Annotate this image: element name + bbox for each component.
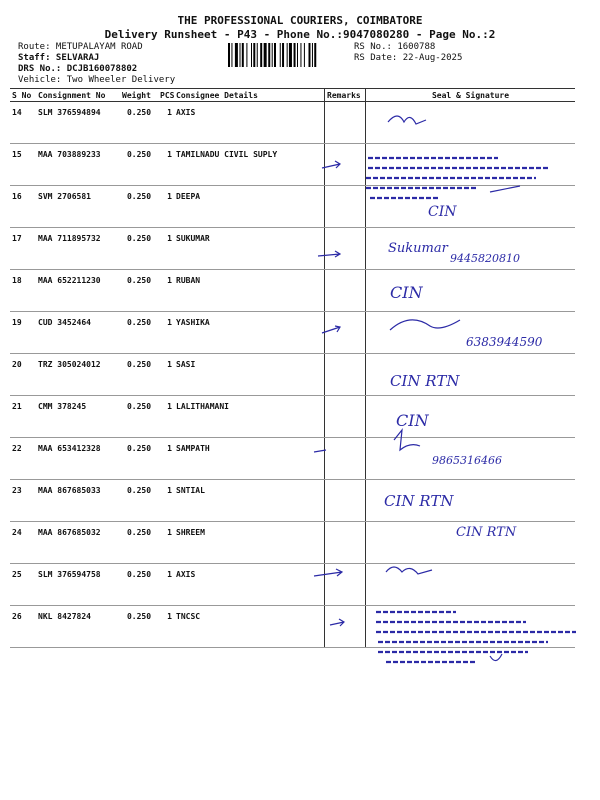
row-pcs: 1 — [158, 522, 174, 564]
header-consignee: Consignee Details — [174, 89, 325, 102]
row-sno: 23 — [10, 480, 36, 522]
row-signature — [366, 270, 576, 312]
cin-mark: CIN — [390, 283, 423, 302]
row-signature — [366, 480, 576, 522]
row-consignment: MAA 867685033 — [36, 480, 120, 522]
row-signature — [366, 522, 576, 564]
barcode-bar — [297, 43, 298, 67]
row-sno: 17 — [10, 228, 36, 270]
row-weight: 0.250 — [120, 186, 158, 228]
row-consignment: CUD 3452464 — [36, 312, 120, 354]
sampath-phone: 9865316466 — [432, 454, 502, 467]
row-weight: 0.250 — [120, 270, 158, 312]
row-weight: 0.250 — [120, 354, 158, 396]
row-signature — [366, 228, 576, 270]
barcode-bar — [309, 43, 311, 67]
table-row — [10, 270, 575, 312]
vehicle-label: Vehicle: Two Wheeler Delivery — [18, 75, 176, 85]
row-sno: 21 — [10, 396, 36, 438]
row-consignment: MAA 653412328 — [36, 438, 120, 480]
rs-meta — [354, 42, 462, 64]
route-label: Route: METUPALAYAM ROAD — [18, 42, 143, 52]
header-sno: S No — [10, 89, 36, 102]
row-remarks — [325, 354, 366, 396]
row-consignment: MAA 703889233 — [36, 144, 120, 186]
barcode-bar — [304, 43, 305, 67]
row-pcs: 1 — [158, 270, 174, 312]
row-signature — [366, 102, 576, 144]
row-weight: 0.250 — [120, 144, 158, 186]
header-pcs: PCS — [160, 90, 175, 100]
row-consignee: SASI — [174, 354, 325, 396]
row-consignee: TNCSC — [174, 606, 325, 648]
row-pcs: 1 — [158, 228, 174, 270]
row-weight: 0.250 — [120, 102, 158, 144]
row-consignment: SLM 376594758 — [36, 564, 120, 606]
row-remarks — [325, 144, 366, 186]
row-sno: 15 — [10, 144, 36, 186]
row-weight: 0.250 — [120, 312, 158, 354]
row-remarks — [325, 270, 366, 312]
barcode-bar — [264, 43, 267, 67]
row-consignee: TAMILNADU CIVIL SUPLY — [174, 144, 325, 186]
row-sno: 20 — [10, 354, 36, 396]
row-pcs: 1 — [158, 396, 174, 438]
barcode-bar — [294, 43, 296, 67]
table-row — [10, 438, 575, 480]
table-body — [10, 102, 575, 648]
barcode-bar — [228, 43, 230, 67]
row-weight: 0.250 — [120, 228, 158, 270]
row-consignment: MAA 652211230 — [36, 270, 120, 312]
barcode-bar — [314, 43, 316, 67]
barcode-bar — [272, 43, 273, 67]
row-pcs: 1 — [158, 354, 174, 396]
rs-number: RS No.: 1600788 — [354, 42, 436, 52]
row-consignment: TRZ 305024012 — [36, 354, 120, 396]
barcode-bar — [268, 43, 270, 67]
row-signature — [366, 186, 576, 228]
runsheet-table — [10, 88, 575, 648]
table-row — [10, 102, 575, 144]
cin-mark: CIN — [396, 411, 429, 430]
cin-mark: CIN — [428, 204, 457, 220]
row-pcs: 1 — [158, 102, 174, 144]
row-consignment: MAA 711895732 — [36, 228, 120, 270]
barcode-bar — [253, 43, 255, 67]
barcode-bar — [231, 43, 232, 67]
header-remarks: Remarks — [325, 89, 366, 102]
row-sno: 19 — [10, 312, 36, 354]
row-consignee: SNTIAL — [174, 480, 325, 522]
cin-rtn-mark: CIN RTN — [384, 492, 454, 510]
row-sno: 26 — [10, 606, 36, 648]
header-signature: Seal & Signature — [366, 89, 576, 102]
row-pcs: 1 — [158, 564, 174, 606]
barcode-bar — [274, 43, 276, 67]
cin-rtn-mark: CIN RTN — [456, 525, 517, 540]
row-signature — [366, 144, 576, 186]
table-row — [10, 354, 575, 396]
row-weight: 0.250 — [120, 438, 158, 480]
row-sno: 22 — [10, 438, 36, 480]
table-row — [10, 396, 575, 438]
table-row — [10, 480, 575, 522]
row-weight: 0.250 — [120, 564, 158, 606]
row-remarks — [325, 312, 366, 354]
row-consignment: SVM 2706581 — [36, 186, 120, 228]
row-sno: 16 — [10, 186, 36, 228]
barcode-bar — [242, 43, 244, 67]
table-row — [10, 144, 575, 186]
row-consignee: SHREEM — [174, 522, 325, 564]
row-weight: 0.250 — [120, 522, 158, 564]
table-row — [10, 228, 575, 270]
table-header-row — [10, 89, 575, 102]
row-sno: 25 — [10, 564, 36, 606]
row-consignee: AXIS — [174, 102, 325, 144]
barcode — [228, 43, 350, 67]
row-weight: 0.250 — [120, 396, 158, 438]
row-sno: 18 — [10, 270, 36, 312]
row-remarks — [325, 564, 366, 606]
barcode-bar — [289, 43, 292, 67]
row-consignee: AXIS — [174, 564, 325, 606]
barcode-bar — [282, 43, 284, 67]
row-pcs: 1 — [158, 186, 174, 228]
document-title: THE PROFESSIONAL COURIERS, COIMBATORE — [177, 14, 423, 27]
row-signature — [366, 354, 576, 396]
rs-date: RS Date: 22-Aug-2025 — [354, 53, 463, 63]
row-weight: 0.250 — [120, 606, 158, 648]
barcode-bar — [300, 43, 301, 67]
barcode-bar — [240, 43, 241, 67]
barcode-bar — [251, 43, 252, 67]
row-pcs: 1 — [158, 312, 174, 354]
row-remarks — [325, 606, 366, 648]
row-remarks — [325, 438, 366, 480]
header-weight: Weight — [120, 89, 158, 102]
row-consignee: DEEPA — [174, 186, 325, 228]
row-pcs: 1 — [158, 144, 174, 186]
barcode-bar — [312, 43, 313, 67]
row-signature — [366, 312, 576, 354]
barcode-bar — [235, 43, 238, 67]
staff-label: Staff: SELVARAJ — [18, 53, 100, 63]
barcode-bar — [246, 43, 247, 67]
row-consignee: RUBAN — [174, 270, 325, 312]
row-signature — [366, 396, 576, 438]
header-consignment: Consignment No — [36, 89, 120, 102]
table-row — [10, 312, 575, 354]
signature-scribble — [490, 654, 502, 661]
row-remarks — [325, 480, 366, 522]
drs-label: DRS No.: DCJB160078802 — [18, 64, 138, 74]
barcode-bar — [287, 43, 288, 67]
row-weight: 0.250 — [120, 480, 158, 522]
row-consignment: CMM 378245 — [36, 396, 120, 438]
row-pcs: 1 — [158, 606, 174, 648]
yashika-phone: 6383944590 — [466, 335, 543, 349]
runsheet-subtitle: Delivery Runsheet - P43 - Phone No.:9047080280 - Page No.:2 — [104, 28, 496, 41]
row-consignment: SLM 376594894 — [36, 102, 120, 144]
row-signature — [366, 438, 576, 480]
row-consignee: SUKUMAR — [174, 228, 325, 270]
runsheet-meta — [18, 42, 143, 75]
table-row — [10, 522, 575, 564]
row-pcs: 1 — [158, 480, 174, 522]
table-row — [10, 606, 575, 648]
sukumar-phone: 9445820810 — [450, 252, 520, 265]
row-remarks — [325, 522, 366, 564]
row-consignment: MAA 867685032 — [36, 522, 120, 564]
row-pcs: 1 — [158, 438, 174, 480]
row-remarks — [325, 228, 366, 270]
row-signature — [366, 606, 576, 648]
row-sno: 24 — [10, 522, 36, 564]
cin-rtn-mark: CIN RTN — [390, 372, 460, 390]
row-signature — [366, 564, 576, 606]
barcode-bar — [260, 43, 262, 67]
table-row — [10, 564, 575, 606]
row-consignee: LALITHAMANI — [174, 396, 325, 438]
barcode-bar — [257, 43, 258, 67]
row-consignment: NKL 8427824 — [36, 606, 120, 648]
row-consignee: YASHIKA — [174, 312, 325, 354]
row-consignee: SAMPATH — [174, 438, 325, 480]
table-row — [10, 186, 575, 228]
row-remarks — [325, 396, 366, 438]
sukumar-signature: Sukumar — [388, 241, 448, 256]
row-sno: 14 — [10, 102, 36, 144]
row-remarks — [325, 186, 366, 228]
row-remarks — [325, 102, 366, 144]
barcode-bar — [280, 43, 281, 67]
